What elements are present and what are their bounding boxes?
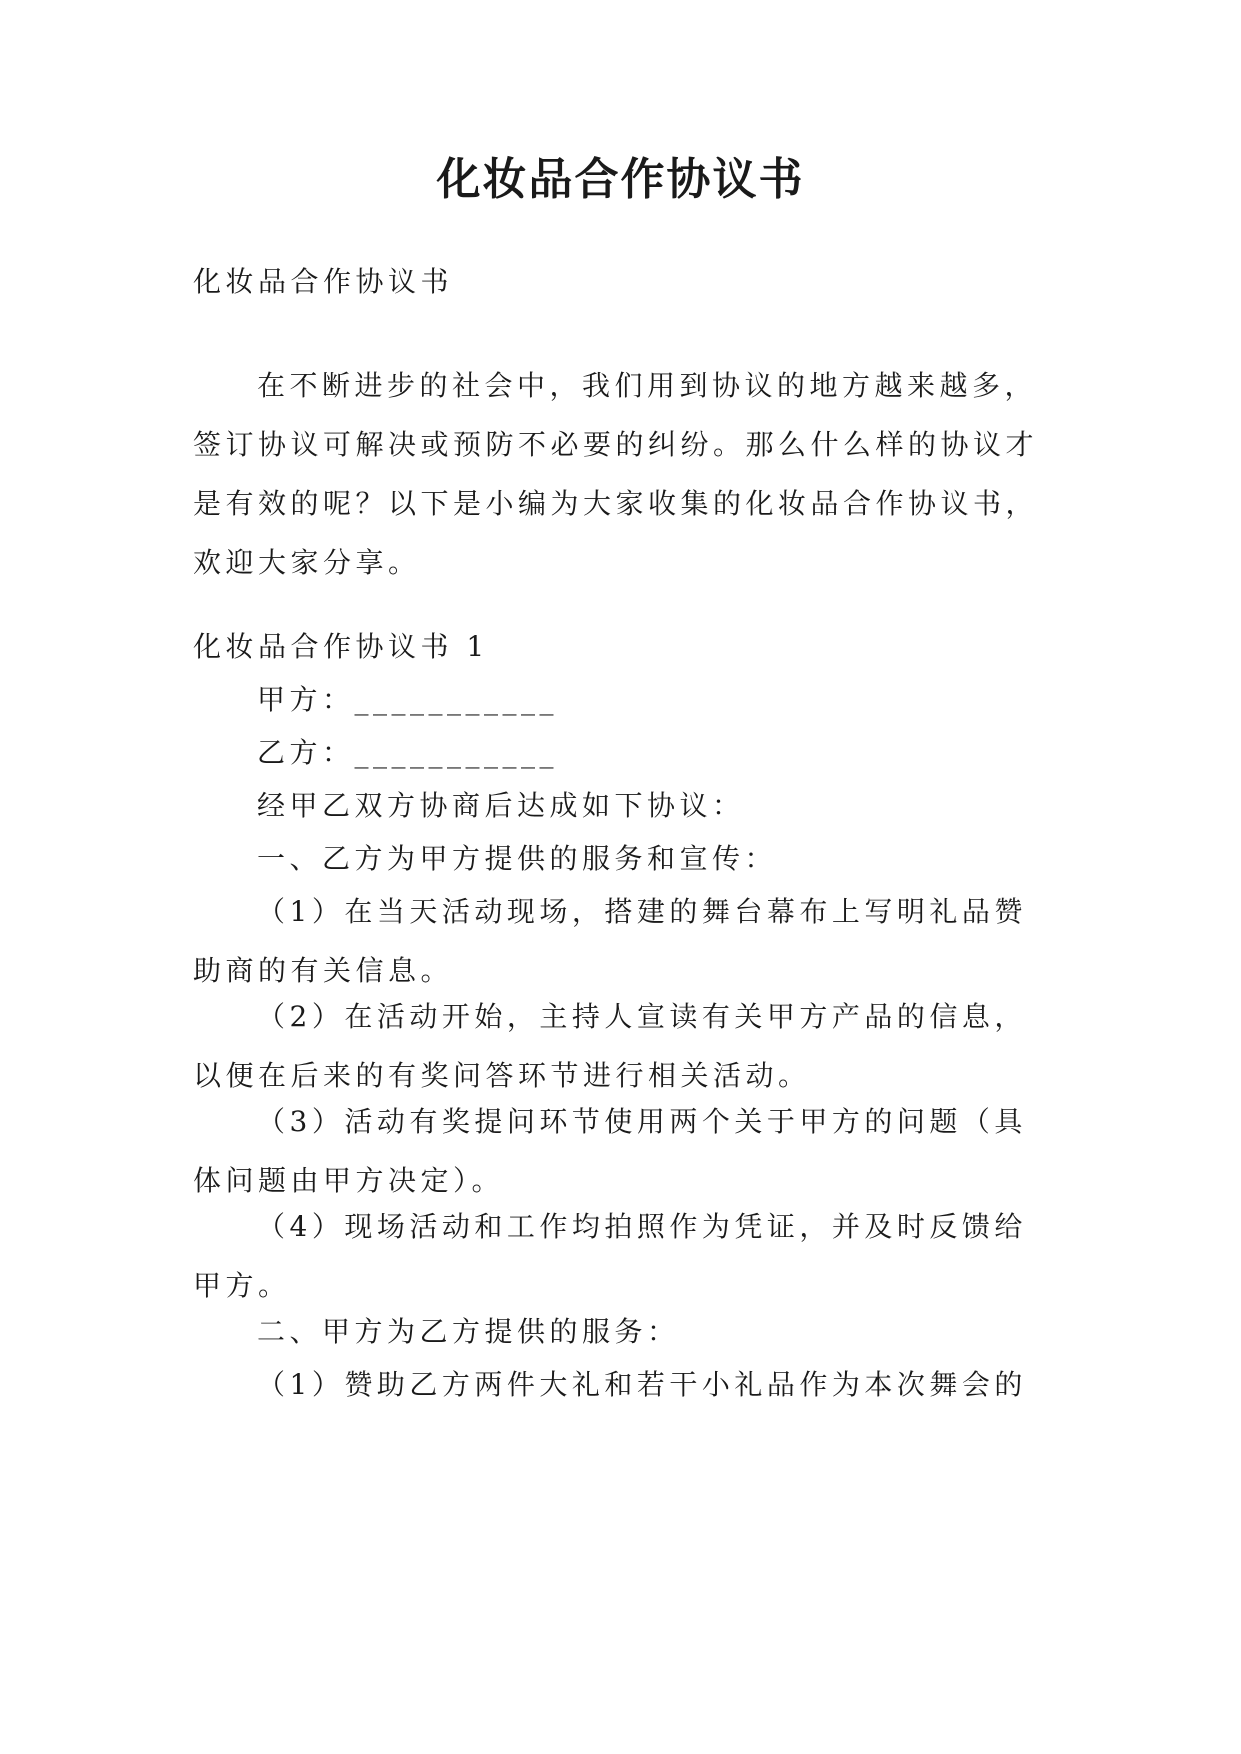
clause-item bbox=[193, 987, 1063, 1105]
document-title: 化妆品合作协议书 bbox=[436, 154, 805, 205]
clause-two-heading: 二、甲方为乙方提供的服务： bbox=[257, 1315, 680, 1348]
section-heading: 化妆品合作协议书 1 bbox=[193, 630, 489, 663]
clause-one-heading: 一、乙方为甲方提供的服务和宣传： bbox=[257, 842, 778, 875]
agreement-intro: 经甲乙双方协商后达成如下协议： bbox=[257, 789, 745, 822]
clause-item-line: （3）活动有奖提问环节使用两个关于甲方的问题（具 bbox=[257, 1105, 1027, 1138]
clause-item-line: （2）在活动开始，主持人宣读有关甲方产品的信息， bbox=[257, 1000, 1027, 1033]
intro-paragraph bbox=[193, 356, 1063, 592]
clause-item-line: （4）现场活动和工作均拍照作为凭证，并及时反馈给 bbox=[257, 1210, 1027, 1243]
clause-item: （1）赞助乙方两件大礼和若干小礼品作为本次舞会的 bbox=[257, 1368, 1027, 1401]
intro-line: 欢迎大家分享。 bbox=[193, 546, 421, 579]
intro-line: 在不断进步的社会中，我们用到协议的地方越来越多， bbox=[257, 369, 1038, 402]
clause-item-line: 体问题由甲方决定）。 bbox=[193, 1164, 505, 1197]
clause-item-line: 助商的有关信息。 bbox=[193, 954, 454, 987]
document-subtitle: 化妆品合作协议书 bbox=[193, 265, 454, 298]
clause-item-line: 以便在后来的有奖问答环节进行相关活动。 bbox=[193, 1059, 811, 1092]
clause-item-line: 甲方。 bbox=[193, 1269, 291, 1302]
clause-item-line: （1）在当天活动现场，搭建的舞台幕布上写明礼品赞 bbox=[257, 895, 1027, 928]
party-a-field: 甲方：___________ bbox=[257, 683, 559, 716]
clause-item bbox=[193, 1197, 1063, 1315]
intro-line: 是有效的呢？以下是小编为大家收集的化妆品合作协议书， bbox=[193, 487, 1039, 520]
clause-item bbox=[193, 1092, 1063, 1210]
intro-line: 签订协议可解决或预防不必要的纠纷。那么什么样的协议才 bbox=[193, 428, 1039, 461]
party-b-field: 乙方：___________ bbox=[257, 736, 559, 769]
clause-item bbox=[193, 882, 1063, 1000]
